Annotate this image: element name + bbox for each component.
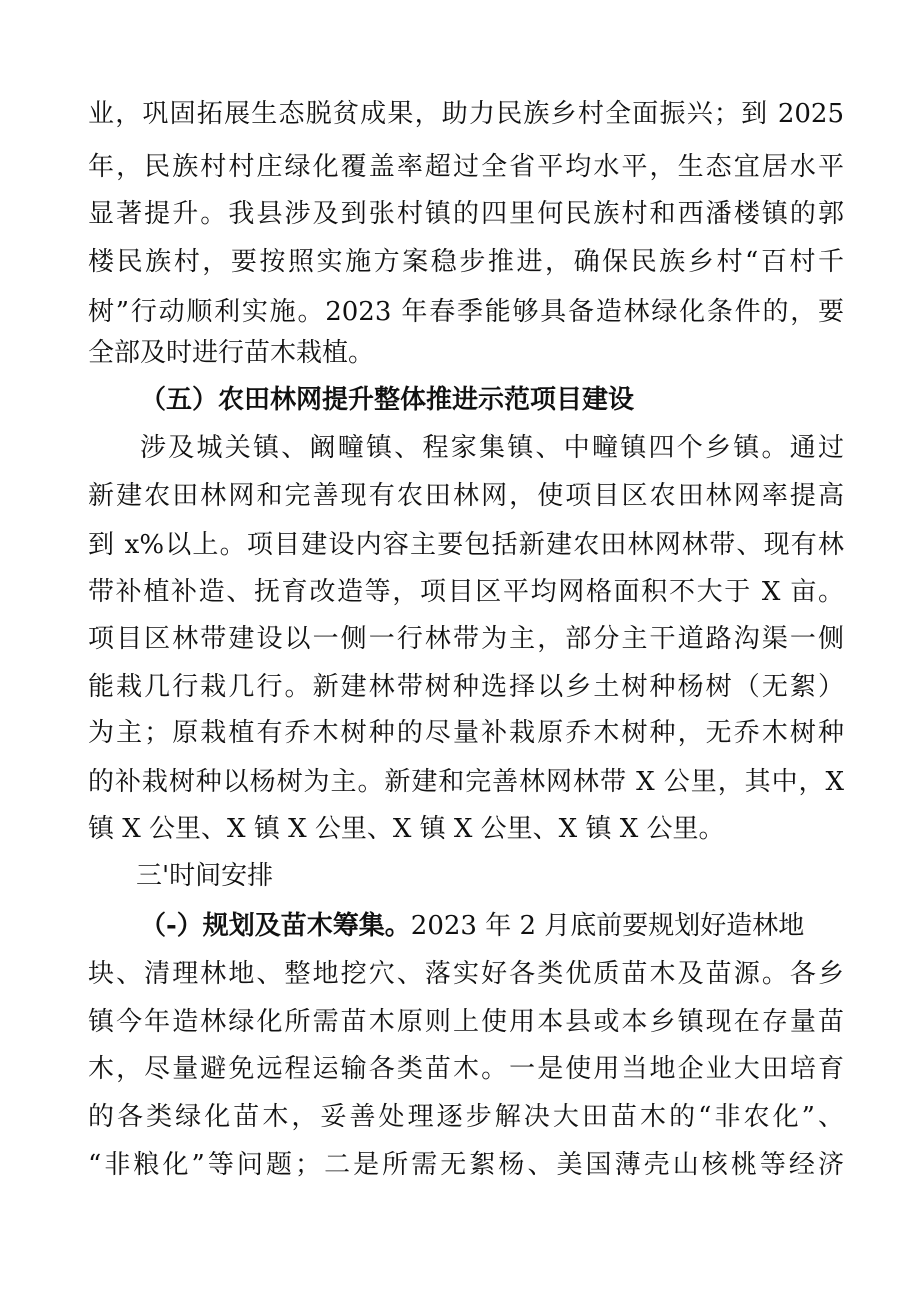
paragraph-2-line-1: 涉及城关镇、阚疃镇、程家集镇、中疃镇四个乡镇。通过 [140,433,844,463]
paragraph-2-line-2: 新建农田林网和完善现有农田林网，使项目区农田林网率提高 [88,481,844,511]
paragraph-1-line-3: 显著提升。我县涉及到张村镇的四里何民族村和西潘楼镇的郭 [88,199,844,229]
paragraph-1-line-2: 年，民族村村庄绿化覆盖率超过全省平均水平，生态宜居水平 [88,152,844,182]
paragraph-2-line-3: 到 x%以上。项目建设内容主要包括新建农田林网林带、现有林 [88,530,844,560]
paragraph-2-line-8: 的补栽树种以杨树为主。新建和完善林网林带 X 公里，其中，X [88,767,844,797]
paragraph-2-line-7: 为主；原栽植有乔木树种的尽量补栽原乔木树种，无乔木树种 [88,718,844,748]
paragraph-2-line-4: 带补植补造、抚育改造等，项目区平均网格面积不大于 X 亩。 [88,577,844,607]
section-heading-5: （五）农田林网提升整体推进示范项目建设 [140,385,635,415]
paragraph-1-line-1: 业，巩固拓展生态脱贫成果，助力民族乡村全面振兴；到 2025 [88,99,844,129]
paragraph-3-line-1-rest: 2023 年 2 月底前要规划好造林地 [410,911,805,941]
paragraph-1-line-4: 楼民族村，要按照实施方案稳步推进，确保民族乡村“百村千 [88,247,844,277]
paragraph-3-line-2: 块、清理林地、整地挖穴、落实好各类优质苗木及苗源。各乡 [88,959,844,989]
paragraph-3-line-6: “非粮化”等问题；二是所需无絮杨、美国薄壳山核桃等经济 [88,1150,844,1180]
paragraph-3-line-4: 木，尽量避免远程运输各类苗木。一是使用当地企业大田培育 [88,1054,844,1084]
paragraph-2-line-5: 项目区林带建设以一侧一行林带为主，部分主干道路沟渠一侧 [88,624,844,654]
paragraph-3-line-5: 的各类绿化苗木，妥善处理逐步解决大田苗木的“非农化”、 [88,1102,844,1132]
paragraph-1-line-6: 全部及时进行苗木栽植。 [88,338,375,368]
paragraph-3-line-1 [140,906,844,946]
paragraph-2-line-9: 镇 X 公里、X 镇 X 公里、X 镇 X 公里、X 镇 X 公里。 [88,814,725,844]
section-3-heading: 三'时间安排 [136,861,274,891]
paragraph-1-line-5: 树”行动顺利实施。2023 年春季能够具备造林绿化条件的，要 [88,297,844,327]
paragraph-3-line-3: 镇今年造林绿化所需苗木原则上使用本县或本乡镇现在存量苗 [88,1007,844,1037]
paragraph-2-line-6: 能栽几行栽几行。新建林带树种选择以乡土树种杨树（无絮） [88,672,844,702]
paragraph-3-lead-title: （-）规划及苗木筹集。 [140,911,411,941]
